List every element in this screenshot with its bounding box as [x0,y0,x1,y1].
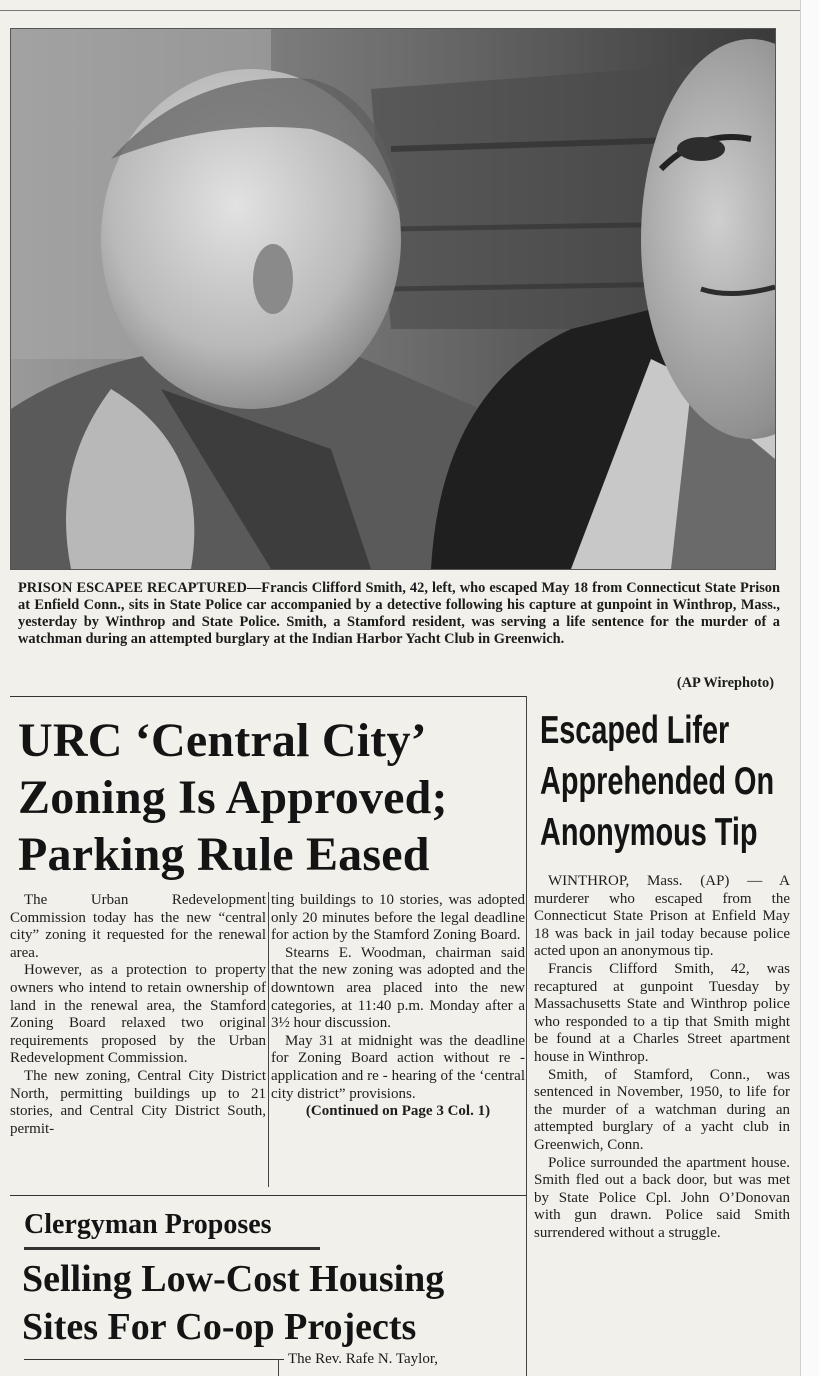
lifer-column [534,873,790,1242]
article-paragraph: Smith, of Stamford, Conn., was sentenced in November, 1950, to life for the murder of a watchman during an attempted burglary of a yacht club in Greenwich, Conn. [534,1066,790,1153]
section-rule [10,1195,526,1196]
page-right-margin [800,0,819,1376]
section-rule [10,696,526,697]
column-rule [278,1359,279,1376]
headline-line: Escaped Lifer [540,709,730,752]
article-paragraph: The new zoning, Central City District North, permitting buildings up to 21 stories, and Central City District South, permit- [10,1067,266,1137]
article-paragraph: However, as a protection to property owners who intend to retain ownership of land in the renewal area, the Stamford Zoning Board relaxed two original requirements proposed by the Urban Redevelopment Commission. [10,962,266,1067]
clergy-first-line: The Rev. Rafe N. Taylor, [288,1351,438,1367]
urc-headline [18,712,523,883]
section-rule [24,1359,284,1360]
column-rule [268,892,269,1187]
page-top-rule [0,10,800,11]
headline-line: Anonymous Tip [540,811,758,854]
headline-line: Selling Low-Cost Housing [22,1258,445,1300]
article-paragraph: ting buildings to 10 stories, was adopted only 20 minutes before the legal deadline for action by the Stamford Zoning Board. [271,892,525,944]
urc-column-1 [10,892,266,1138]
article-paragraph: The Urban Redevelopment Commission today has the new “central city” zoning it requested for the renewal area. [10,892,266,961]
article-paragraph: May 31 at midnight was the deadline for Zoning Board action without re - application and re - hearing of the ‘central city district” provisions. [271,1032,525,1102]
article-paragraph: Francis Clifford Smith, 42, was recaptured at gunpoint Tuesday by Massachusetts State and Winthrop police who responded to a tip that Smith might be found at a Charles Street apartment house in Winthrop. [534,960,790,1065]
continued-line: (Continued on Page 3 Col. 1) [305,1103,491,1120]
photo-credit: (AP Wirephoto) [676,675,774,691]
headline-line: Sites For Co-op Projects [22,1306,417,1348]
lifer-headline [540,705,775,858]
headline-line: URC ‘Central City’ [18,714,427,767]
article-paragraph: WINTHROP, Mass. (AP) — A murderer who escaped from the Connecticut State Prison at Enfield May 18 was back in jail today because police acted upon an anonymous tip. [534,873,790,960]
photo-illustration [11,29,775,569]
headline-line: Apprehended On [540,760,775,803]
urc-column-2 [271,892,525,1121]
news-photo [10,28,776,570]
article-paragraph: Stearns E. Woodman, chairman said that the new zoning was adopted and the downtown area placed into the new categories, at 11:40 p.m. Monday after a 3½ hour discussion. [271,944,525,1032]
clergy-headline [22,1255,527,1351]
headline-line: Parking Rule Eased [18,828,430,881]
article-paragraph: Police surrounded the apartment house. Smith fled out a back door, but was met by State Police Cpl. John O’Donovan with gun drawn. Police said Smith surrendered without a struggle. [534,1154,790,1241]
photo-caption: PRISON ESCAPEE RECAPTURED—Francis Clifford Smith, 42, left, who escaped May 18 from Connecticut State Prison at Enfield Conn., sits in State Police car accompanied by a detective following his capture at gunpoint in Winthrop, Mass., yesterday by Winthrop and State Police. Smith, a Stamford resident, was serving a life sentence for the murder of a watchman during an attempted burglary at the Indian Harbor Yacht Club in Greenwich. [18,580,780,647]
kicker-underline [24,1247,320,1250]
clergy-kicker: Clergyman Proposes [24,1209,272,1240]
headline-line: Zoning Is Approved; [18,771,448,824]
